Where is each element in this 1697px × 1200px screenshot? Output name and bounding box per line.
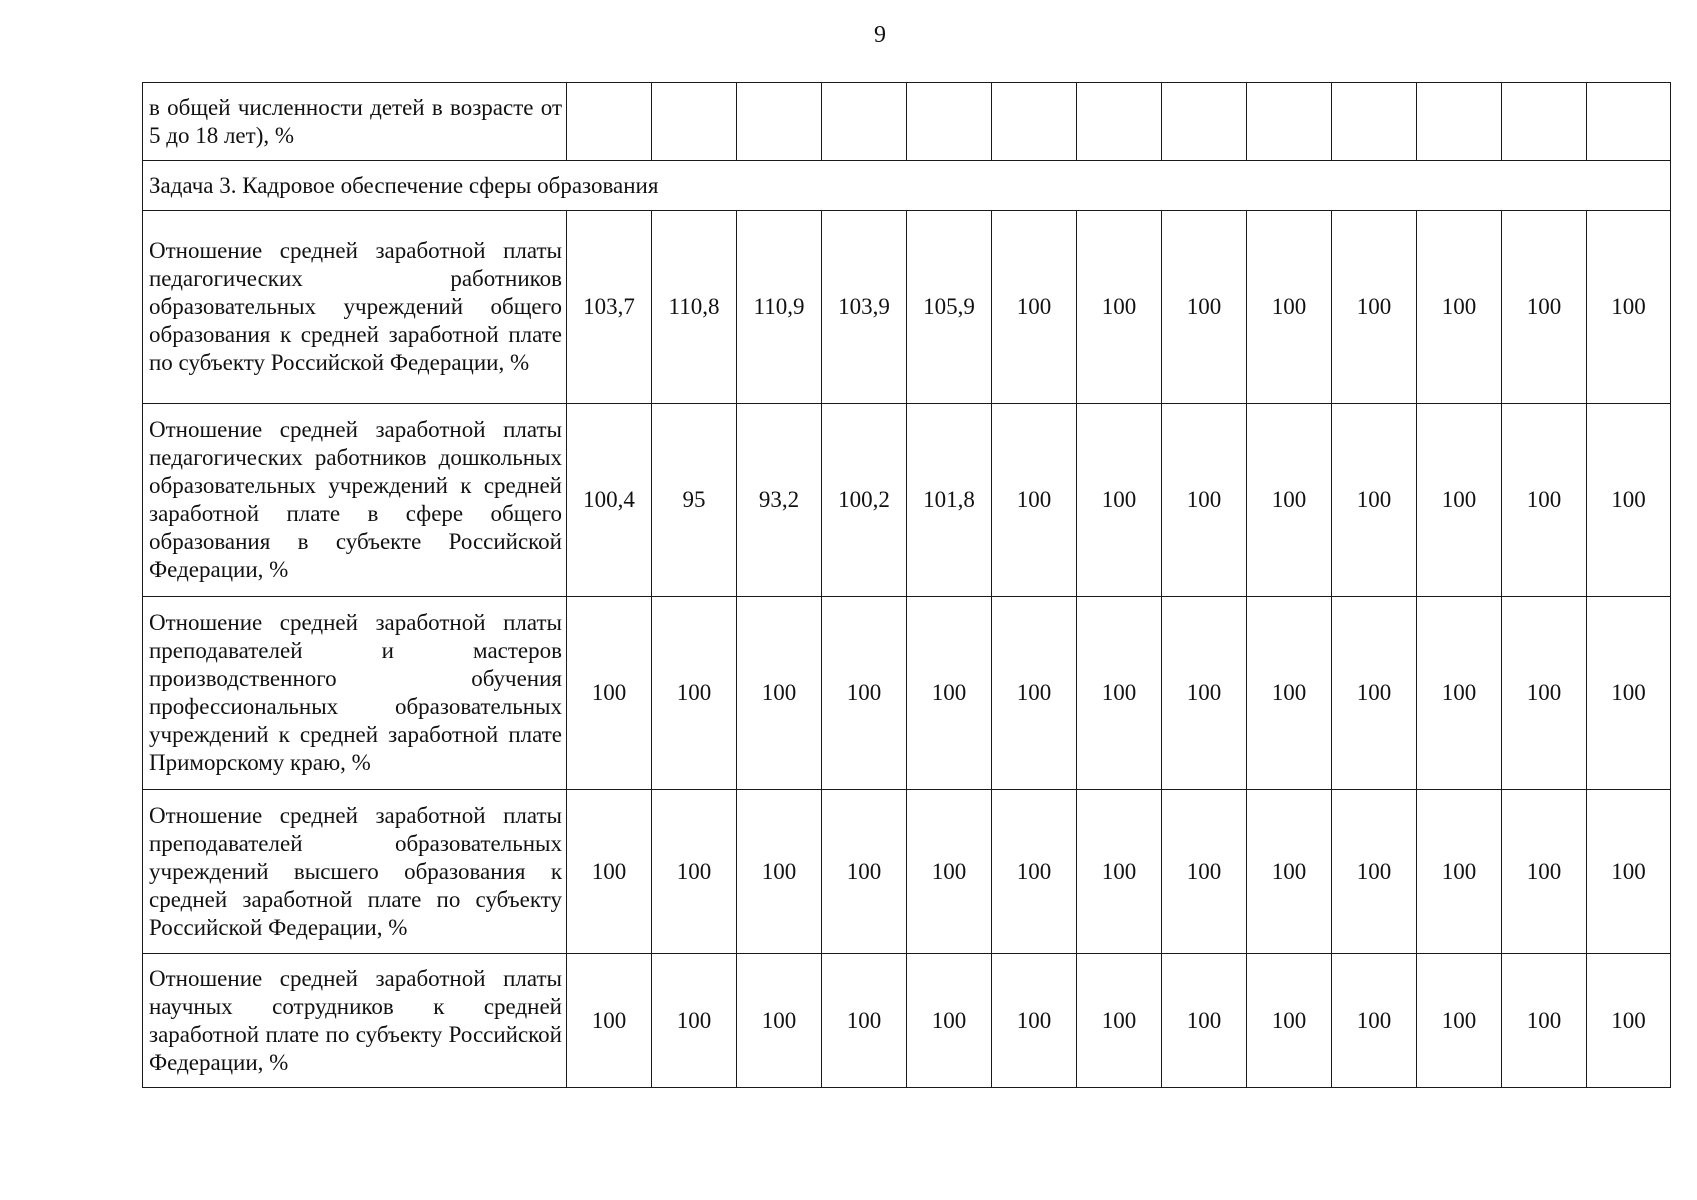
value-cell: 100: [1502, 597, 1587, 790]
value-cell: 93,2: [737, 404, 822, 597]
value-cell: 100: [1077, 597, 1162, 790]
table-row: [143, 954, 1671, 1088]
value-cell: 100: [992, 954, 1077, 1088]
value-cell: 100: [1587, 954, 1671, 1088]
value-cell: 100: [907, 954, 992, 1088]
table-row: [143, 404, 1671, 597]
value-cell: 100: [1417, 211, 1502, 404]
row-label: [143, 404, 567, 597]
value-cell: [1332, 83, 1417, 161]
value-cell: [992, 83, 1077, 161]
value-cell: 100: [1077, 404, 1162, 597]
row-label-text: в общей численности детей в возрасте от 5 до 18 лет), %: [149, 94, 562, 148]
value-cell: 100: [1077, 954, 1162, 1088]
value-cell: 100: [737, 790, 822, 954]
value-cell: [1247, 83, 1332, 161]
value-cell: 100: [1502, 211, 1587, 404]
row-label: [143, 83, 567, 161]
section-title: Задача 3. Кадровое обеспечение сферы образования: [143, 161, 1671, 211]
indicators-table: [142, 82, 1671, 1088]
value-cell: 100: [1502, 954, 1587, 1088]
value-cell: [652, 83, 737, 161]
row-label: [143, 954, 567, 1088]
value-cell: 100: [1332, 404, 1417, 597]
value-cell: 110,8: [652, 211, 737, 404]
value-cell: 110,9: [737, 211, 822, 404]
value-cell: 95: [652, 404, 737, 597]
value-cell: 100: [1587, 404, 1671, 597]
value-cell: 100: [1502, 790, 1587, 954]
row-label: [143, 790, 567, 954]
value-cell: 100: [1162, 597, 1247, 790]
value-cell: 101,8: [907, 404, 992, 597]
value-cell: [907, 83, 992, 161]
value-cell: 100: [1502, 404, 1587, 597]
table-row: [143, 790, 1671, 954]
value-cell: 100,2: [822, 404, 907, 597]
value-cell: 100: [1247, 211, 1332, 404]
value-cell: 100: [1417, 404, 1502, 597]
value-cell: 100: [567, 954, 652, 1088]
row-label-text: Отношение средней заработной платы научных сотрудников к средней заработной плате по субъекту Российской Федерации, %: [149, 965, 562, 1075]
value-cell: 100: [1332, 954, 1417, 1088]
row-label: [143, 211, 567, 404]
value-cell: 100: [1587, 790, 1671, 954]
value-cell: 100: [992, 597, 1077, 790]
value-cell: [1502, 83, 1587, 161]
value-cell: 100: [822, 790, 907, 954]
value-cell: 100: [1077, 211, 1162, 404]
page-number: 9: [874, 22, 886, 48]
row-label-text: Отношение средней заработной платы преподавателей образовательных учреждений высшего образования к средней заработной плате по субъекту Российской Федерации, %: [149, 802, 562, 940]
row-label-text: Отношение средней заработной платы педагогических работников дошкольных образовательных учреждений к средней заработной плате в сфере общего образования в субъекте Российской Федерации, %: [149, 417, 562, 582]
value-cell: 100: [652, 597, 737, 790]
value-cell: 100: [1332, 597, 1417, 790]
row-label-text: Отношение средней заработной платы педагогических работников образовательных учреждений общего образования к средней заработной плате по субъекту Российской Федерации, %: [149, 238, 562, 375]
value-cell: [1162, 83, 1247, 161]
value-cell: 100: [907, 597, 992, 790]
value-cell: 100: [1247, 404, 1332, 597]
value-cell: 100: [1162, 790, 1247, 954]
value-cell: 100: [652, 954, 737, 1088]
value-cell: 100: [1417, 954, 1502, 1088]
value-cell: 100,4: [567, 404, 652, 597]
value-cell: 100: [567, 597, 652, 790]
value-cell: [1417, 83, 1502, 161]
value-cell: 100: [1332, 790, 1417, 954]
value-cell: 100: [567, 790, 652, 954]
value-cell: 100: [1417, 790, 1502, 954]
value-cell: 103,9: [822, 211, 907, 404]
row-label-text: Отношение средней заработной платы преподавателей и мастеров производственного обучения профессиональных образовательных учреждений к средней заработной плате Приморскому краю, %: [149, 610, 562, 775]
table-row-section: [143, 161, 1671, 211]
value-cell: 100: [1247, 790, 1332, 954]
value-cell: 100: [992, 790, 1077, 954]
value-cell: 100: [1587, 211, 1671, 404]
value-cell: 100: [822, 954, 907, 1088]
value-cell: 100: [1077, 790, 1162, 954]
value-cell: 100: [1162, 404, 1247, 597]
value-cell: 103,7: [567, 211, 652, 404]
value-cell: 100: [1247, 954, 1332, 1088]
value-cell: [737, 83, 822, 161]
value-cell: 100: [1332, 211, 1417, 404]
table-row: [143, 211, 1671, 404]
value-cell: [1077, 83, 1162, 161]
value-cell: 100: [1162, 211, 1247, 404]
value-cell: 100: [822, 597, 907, 790]
value-cell: [822, 83, 907, 161]
value-cell: 100: [1587, 597, 1671, 790]
value-cell: 105,9: [907, 211, 992, 404]
table-row-continuation: [143, 83, 1671, 161]
table-row: [143, 597, 1671, 790]
value-cell: [1587, 83, 1671, 161]
value-cell: 100: [737, 954, 822, 1088]
value-cell: 100: [992, 404, 1077, 597]
value-cell: 100: [907, 790, 992, 954]
value-cell: 100: [992, 211, 1077, 404]
value-cell: 100: [1247, 597, 1332, 790]
value-cell: 100: [1162, 954, 1247, 1088]
value-cell: 100: [737, 597, 822, 790]
value-cell: [567, 83, 652, 161]
value-cell: 100: [1417, 597, 1502, 790]
row-label: [143, 597, 567, 790]
value-cell: 100: [652, 790, 737, 954]
